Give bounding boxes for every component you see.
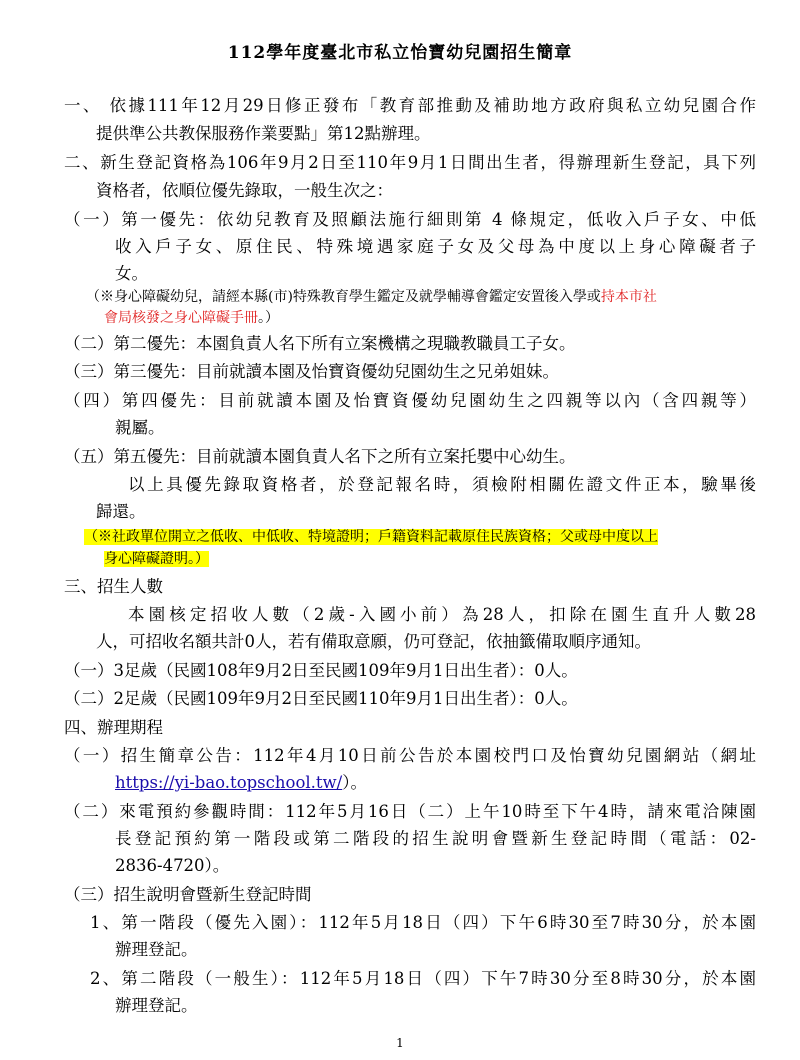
disability-note-red-text-2: 會局核發之身心障礙手冊 — [104, 310, 258, 326]
website-link[interactable]: https://yi-bao.topschool.tw/ — [115, 773, 343, 792]
disability-note-end: 。） — [258, 310, 279, 326]
evidence-note-line-1 — [84, 527, 658, 547]
evidence-note-highlight-2: 身心障礙證明。） — [104, 551, 209, 567]
priority-4-line-1: （四）第四優先：目前就讀本園及怡寶資優幼兒園幼生之四親等以內（含四親等） — [64, 391, 756, 410]
disability-note-line-1 — [86, 287, 657, 307]
evidence-note-line-2 — [104, 549, 209, 569]
section-2-line-1: 二、新生登記資格為106年9月2日至110年9月1日間出生者，得辦理新生登記，具下列 — [64, 153, 756, 172]
priority-1-line-2: 收入戶子女、原住民、特殊境遇家庭子女及父母為中度以上身心障礙者子 — [115, 237, 756, 256]
enrollment-age-3: （一）3足歲（民國108年9月2日至民國109年9月1日出生者）：0人。 — [64, 661, 578, 680]
stage-2-line-1: 2、第二階段（一般生）：112年5月18日（四）下午7時30分至8時30分，於本園 — [90, 969, 756, 988]
section-2-line-2: 資格者，依順位優先錄取，一般生次之： — [96, 181, 393, 200]
schedule-3-heading: （三）招生說明會暨新生登記時間 — [64, 885, 312, 904]
priority-3: （三）第三優先：目前就讀本園及怡寶資優幼兒園幼生之兄弟姐妹。 — [64, 362, 559, 381]
priority-4-line-2: 親屬。 — [115, 418, 165, 437]
schedule-1-end: ）。 — [342, 773, 367, 792]
priority-2: （二）第二優先：本園負責人名下所有立案機構之現職教職員工子女。 — [64, 334, 576, 353]
priority-1-line-3: 女。 — [115, 264, 148, 283]
schedule-2-line-2: 長登記預約第一階段或第二階段的招生說明會暨新生登記時間（電話：02- — [115, 829, 756, 848]
priority-evidence-line-1: 以上具優先錄取資格者，於登記報名時，須檢附相關佐證文件正本，驗畢後 — [128, 475, 756, 494]
section-4-heading: 四、辦理期程 — [64, 718, 163, 737]
schedule-2-line-3: 2836-4720）。 — [115, 856, 230, 875]
disability-note-text: （※身心障礙幼兒，請經本縣(市)特殊教育學生鑑定及就學輔導會鑑定安置後入學或 — [86, 289, 601, 305]
disability-note-red-text-1: 持本市社 — [600, 289, 657, 305]
schedule-1-line-1: （一）招生簡章公告：112年4月10日前公告於本園校門口及怡寶幼兒園網站（網址 — [64, 746, 756, 765]
stage-1-line-2: 辦理登記。 — [115, 940, 198, 959]
enrollment-line-2: 人，可招收名額共計0人，若有備取意願，仍可登記，依抽籤備取順序通知。 — [96, 632, 651, 651]
priority-1-line-1: （一）第一優先：依幼兒教育及照顧法施行細則第 4 條規定，低收入戶子女、中低 — [64, 210, 756, 229]
enrollment-line-1: 本園核定招收人數（2歲-入國小前）為28人，扣除在園生直升人數28 — [128, 605, 756, 624]
stage-2-line-2: 辦理登記。 — [115, 996, 198, 1015]
section-1-line-1: 一、 依據111年12月29日修正發布「教育部推動及補助地方政府與私立幼兒園合作 — [64, 96, 756, 115]
section-3-heading: 三、招生人數 — [64, 577, 163, 596]
evidence-note-highlight-1: （※社政單位開立之低收、中低收、特境證明；戶籍資料記載原住民族資格；父或母中度以上 — [84, 529, 658, 545]
page-title: 112學年度臺北市私立怡寶幼兒園招生簡章 — [227, 43, 573, 63]
schedule-1-line-2 — [115, 772, 367, 794]
page-number: 1 — [396, 1036, 404, 1050]
stage-1-line-1: 1、第一階段（優先入園）：112年5月18日（四）下午6時30至7時30分，於本園 — [90, 913, 756, 932]
disability-note-line-2 — [104, 308, 279, 328]
section-1-line-2: 提供準公共教保服務作業要點」第12點辦理。 — [96, 124, 431, 143]
schedule-2-line-1: （二）來電預約參觀時間：112年5月16日（二）上午10時至下午4時，請來電洽陳園 — [64, 802, 756, 821]
priority-5: （五）第五優先：目前就讀本園負責人名下之所有立案托嬰中心幼生。 — [64, 447, 576, 466]
priority-evidence-line-2: 歸還。 — [96, 502, 146, 521]
enrollment-age-2: （二）2足歲（民國109年9月2日至民國110年9月1日出生者）：0人。 — [64, 689, 578, 708]
